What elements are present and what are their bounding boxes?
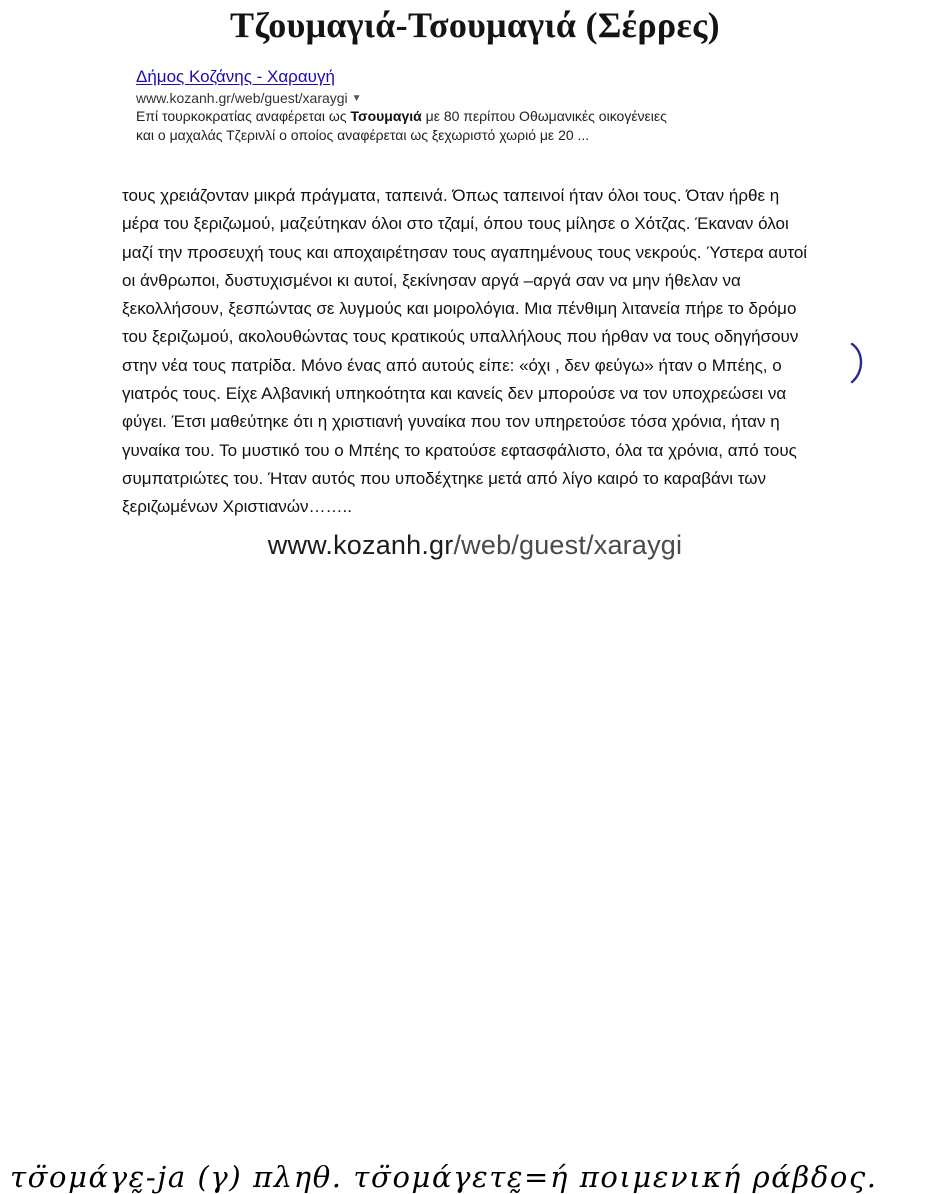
footer-url-domain: www.kozanh.gr — [267, 530, 454, 560]
body-line: στην νέα τους πατρίδα. Μόνο ένας από αυτούς είπε: «όχι , δεν φεύγω» ήταν ο Μπέης, ο — [122, 355, 782, 375]
dictionary-entry: τσ̈ομάγε̰-ja (γ) πληθ. τσ̈ομάγετε̰=ή ποιμενική ράβδος. — [10, 1160, 878, 1194]
footer-url[interactable] — [0, 530, 950, 561]
body-line: μέρα του ξεριζωμού, μαζεύτηκαν όλοι στο τζαμί, όπου τους μίλησε ο Χότζας. Έκαναν όλοι — [122, 214, 789, 234]
body-line: ξεκολλήσουν, ξεσπώντας σε λυγμούς και μοιρολόγια. Μια πένθιμη λιτανεία πήρε το δρόμο — [122, 299, 797, 319]
search-result — [136, 67, 836, 145]
handwritten-bracket-mark — [846, 342, 870, 384]
footer-url-path: /web/guest/xaraygi — [453, 530, 683, 560]
body-line: ξεριζωμένων Χριστιανών…….. — [122, 497, 352, 517]
search-result-snippet — [136, 107, 836, 145]
search-result-url: www.kozanh.gr/web/guest/xaraygi — [136, 90, 348, 106]
article-body — [122, 182, 862, 522]
body-line: γιατρός τους. Είχε Αλβανική υπηκοότητα και κανείς δεν μπορούσε να τον υποχρεώσει να — [122, 384, 787, 404]
page-title: Τζουμαγιά-Τσουμαγιά (Σέρρες) — [230, 5, 720, 45]
caret-down-icon[interactable]: ▼ — [351, 93, 362, 104]
dictionary-strip — [0, 574, 950, 1194]
body-line: φύγει. Έτσι μαθεύτηκε ότι η χριστιανή γυναίκα που τον υπηρετούσε τόσα χρόνια, ήταν η — [122, 412, 780, 432]
body-line: γυναίκα του. Το μυστικό του ο Μπέης το κρατούσε εφτασφάλιστο, όλα τα χρόνια, από τους — [122, 440, 797, 460]
search-result-url-row — [136, 90, 836, 106]
body-line: του ξεριζωμού, ακολουθώντας τους κρατικούς υπαλλήλους που ήρθαν να τους οδηγήσουν — [122, 327, 799, 347]
body-line: συμπατριώτες του. Ήταν αυτός που υποδέχτηκε μετά από λίγο καιρό το καραβάνι των — [122, 468, 767, 488]
snippet-highlight: Τσουμαγιά — [350, 108, 422, 124]
snippet-line: Επί τουρκοκρατίας αναφέρεται ως Τσουμαγιά με 80 περίπου Οθωμανικές οικογένειες — [136, 108, 667, 124]
body-line: μαζί την προσευχή τους και αποχαιρέτησαν τους αγαπημένους τους νεκρούς. Ύστερα αυτοί — [122, 242, 808, 262]
snippet-line: και ο μαχαλάς Τζερινλί ο οποίος αναφέρεται ως ξεχωριστό χωριό με 20 ... — [136, 127, 590, 143]
search-result-link[interactable]: Δήμος Κοζάνης - Χαραυγή — [136, 67, 335, 86]
body-line: τους χρειάζονταν μικρά πράγματα, ταπεινά. Όπως ταπεινοί ήταν όλοι τους. Όταν ήρθε η — [122, 186, 780, 205]
body-line: οι άνθρωποι, δυστυχισμένοι κι αυτοί, ξεκίνησαν αργά –αργά σαν να μην ήθελαν να — [122, 270, 741, 290]
